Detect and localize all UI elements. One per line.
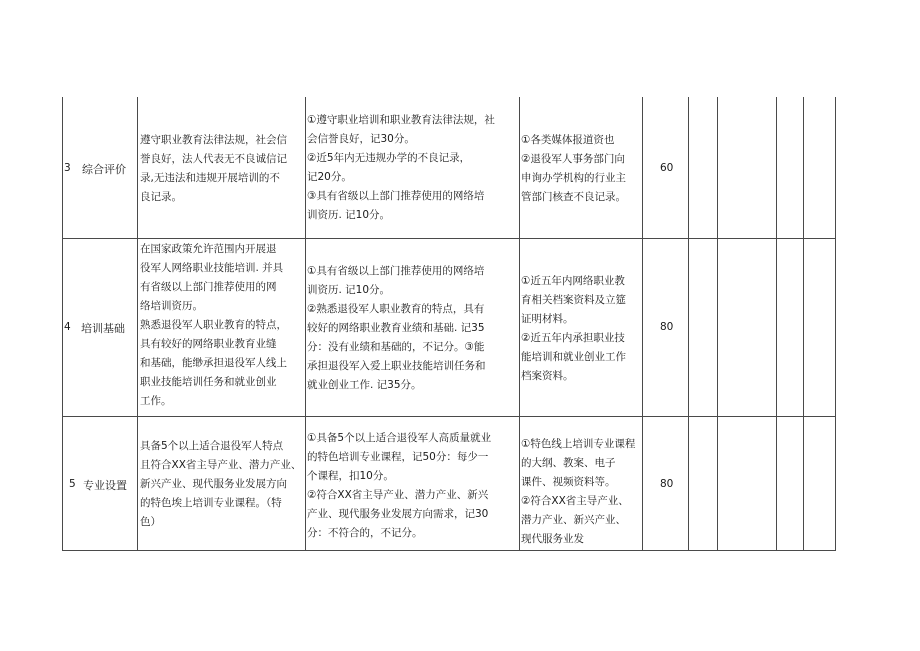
requirement-cell: 在国家政策允许范围内开展退 役军人网络职业技能培训. 并具 有省级以上部门推荐使用的网 络培训资历。 熟悉退役军人职业教育的特点， 具有较好的网络职业教育业缝 和基础，能缈承担退役军人线上 职业技能培训任务和就业创业 工作。 <box>140 243 287 407</box>
evidence-cell: ①各类媒体报道资也 ②退役军人事务部门向 申询办学机构的行业主 管部门核查不良记录。 <box>521 134 626 203</box>
table-border <box>62 238 836 239</box>
row-number: 4 <box>64 321 71 333</box>
scoring-cell: ①具备5个以上适合退役军人高质量就业 的特色培训专业课程，记50分：每少一 个课程，扣10分。 ②符合XX省主导产业、潜力产业、新兴 产业、现代服务业发展方向需求，记30 分：不符合的，不记分。 <box>307 432 492 539</box>
table-border <box>305 97 306 551</box>
table-border <box>642 97 643 551</box>
requirement-cell: 具备5个以上适合退役军人特点 且符合XX省主导产业、潜力产业、 新兴产业、现代服务业发展方向 的特色埃上培训专业课程。（特 色） <box>140 440 302 528</box>
table-border <box>519 97 520 551</box>
row-number: 5 <box>69 478 76 490</box>
score-value: 80 <box>660 321 674 333</box>
table-border <box>62 550 836 551</box>
scoring-cell: ①遵守职业培训和职业教育法律法规，社 会信誉良好，记30分。 ②近5年内无违规办学的不良记录， 记20分。 ③具有省级以上部门推荐使用的网络培 训资历. 记10分。 <box>307 114 495 221</box>
table-border <box>688 97 689 551</box>
score-value: 80 <box>660 478 674 490</box>
item-name: 专业设置 <box>83 479 127 492</box>
table-border <box>835 97 836 551</box>
table-border <box>62 97 63 551</box>
table-border <box>717 97 718 551</box>
item-name: 培训基础 <box>81 322 125 335</box>
scoring-cell: ①具有省级以上部门推荐使用的网络培 训资历. 记10分。 ②熟悉退役军人职业教育的特点，具有 较好的网络职业教育业绩和基础. 记35 分：没有业绩和基础的，不记分。③能 承担退役军入爱上职业技能培训任务和 就业创业工作. 记35分。 <box>307 265 486 391</box>
evidence-cell: ①特色线上培训专业课程 的大纲、教案、电子 课件、视频资料等。 ②符合XX省主导产业、 潜力产业、新兴产业、 现代服务业发 <box>521 438 636 545</box>
table-border <box>137 97 138 551</box>
table-border <box>803 97 804 551</box>
item-name: 综合评价 <box>82 163 126 176</box>
table-border <box>776 97 777 551</box>
evidence-cell: ①近五年内网络职业教 育相关档案资料及立筵 证明材料。 ②近五年内承担职业技 能培训和就业创业工作 档案资料。 <box>521 275 626 382</box>
requirement-cell: 遵守职业教育法律法规，社会信 誉良好，法人代表无不良诚信记 录,无违法和违规开展培训的不 良记录。 <box>140 134 287 203</box>
score-value: 60 <box>660 162 674 174</box>
table-border <box>62 416 836 417</box>
row-number: 3 <box>64 162 71 174</box>
